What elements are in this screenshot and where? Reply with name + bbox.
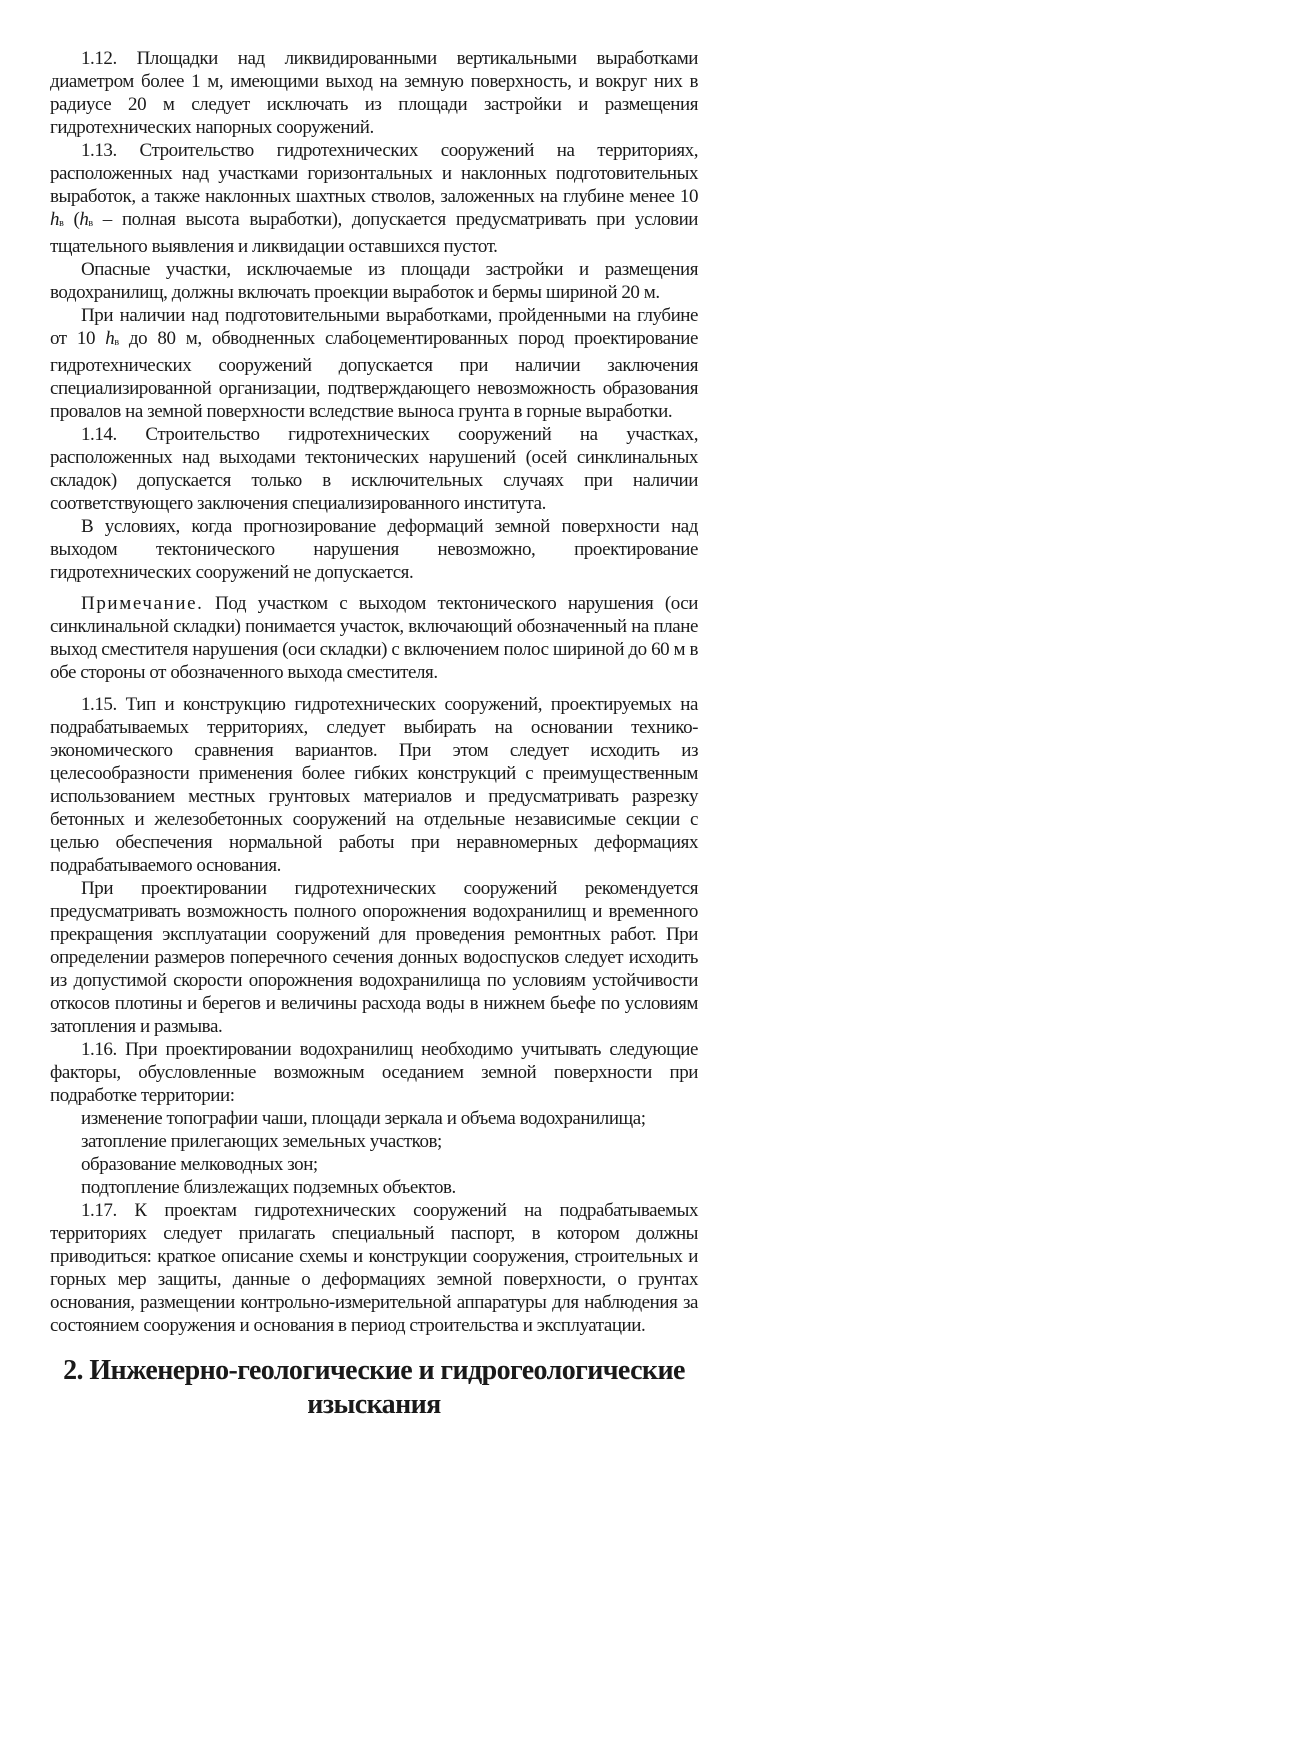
paragraph-1-17: 1.17. К проектам гидротехнических сооружений на подрабатываемых территориях следует прилагать специальный паспорт, в котором должны приводиться: краткое описание схемы и конструкции сооружения, строительных и горных мер защиты, данные о деформациях земной поверхности, о грунтах основания, размещении контрольно-измерительной аппаратуры для наблюдения за состоянием сооружения и основания в период строительства и эксплуатации. [50,1200,698,1336]
paragraph-design: При проектировании гидротехнических сооружений рекомендуется предусматривать возможность полного опорожнения водохранилищ и временного прекращения эксплуатации сооружений для проведения ремонтных работ. При определении размеров поперечного сечения донных водоспусков следует исходить из допустимой скорости опорожнения водохранилища по условиям устойчивости откосов плотины и берегов и величины расхода воды в нижнем бьефе по условиям затопления и размыва. [50,878,698,1037]
paragraph-presence-text-a: При наличии над подготовительными выработками, пройденными на глубине от 10 [50,305,698,349]
note-label: Примечание. [81,593,204,614]
list-item: затопление прилегающих земельных участков; [81,1131,442,1152]
h-symbol: hв [50,209,64,230]
paragraph-presence [50,304,698,423]
list-item: подтопление близлежащих подземных объектов. [81,1177,456,1198]
spacer [50,584,698,592]
paragraph-presence-text-b: до 80 м, обводненных слабоцементированных пород проектирование гидротехнических сооружений допускается при наличии заключения специализированной организации, подтверждающего невозможность образования провалов на земной поверхности вследствие выноса грунта в горные выработки. [50,328,698,422]
note [50,592,698,684]
paragraph-1-14: 1.14. Строительство гидротехнических сооружений на участках, расположенных над выходами тектонических нарушений (осей синклинальных складок) допускается только в исключительных случаях при наличии соответствующего заключения специализированного института. [50,424,698,514]
paragraph-1-13 [50,139,698,258]
paragraph-1-12: 1.12. Площадки над ликвидированными вертикальными выработками диаметром более 1 м, имеющими выход на земную поверхность, и вокруг них в радиусе 20 м следует исключать из площади застройки и размещения гидротехнических напорных сооружений. [50,48,698,138]
document-page [50,47,698,1422]
spacer [50,684,698,693]
h-symbol: hв [105,328,119,349]
paragraph-1-13-text-c: – полная высота выработки), допускается предусматривать при условии тщательного выявления и ликвидации оставшихся пустот. [50,209,699,257]
paragraph-1-13-text-a: 1.13. Строительство гидротехнических сооружений на территориях, расположенных над участками горизонтальных и наклонных подготовительных выработок, а также наклонных шахтных стволов, заложенных на глубине менее 10 [50,140,698,207]
paragraph-conditions: В условиях, когда прогнозирование деформаций земной поверхности над выходом тектонического нарушения невозможно, проектирование гидротехнических сооружений не допускается. [50,516,698,583]
paragraph-1-15: 1.15. Тип и конструкцию гидротехнических сооружений, проектируемых на подрабатываемых территориях, следует выбирать на основании технико-экономического сравнения вариантов. При этом следует исходить из целесообразности применения более гибких конструкций с преимущественным использованием местных грунтовых материалов и предусматривать разрезку бетонных и железобетонных сооружений на отдельные независимые секции с целью обеспечения нормальной работы при неравномерных деформациях подрабатываемого основания. [50,694,698,876]
note-text: Под участком с выходом тектонического нарушения (оси синклинальной складки) понимается участок, включающий обозначенный на плане выход сместителя нарушения (оси складки) с включением полос шириной до 60 м в обе стороны от обозначенного выхода сместителя. [50,593,698,683]
paragraph-1-13-text-b: ( [63,209,80,230]
section-heading: 2. Инженерно-геологические и гидрогеологические изыскания [63,1355,685,1420]
paragraph-danger-zones: Опасные участки, исключаемые из площади застройки и размещения водохранилищ, должны включать проекции выработок и бермы шириной 20 м. [50,259,698,303]
list-item: изменение топографии чаши, площади зеркала и объема водохранилища; [81,1108,646,1129]
list-item: образование мелководных зон; [81,1154,318,1175]
paragraph-1-16: 1.16. При проектировании водохранилищ необходимо учитывать следующие факторы, обусловленные возможным оседанием земной поверхности при подработке территории: [50,1039,698,1106]
h-symbol: hв [79,209,93,230]
